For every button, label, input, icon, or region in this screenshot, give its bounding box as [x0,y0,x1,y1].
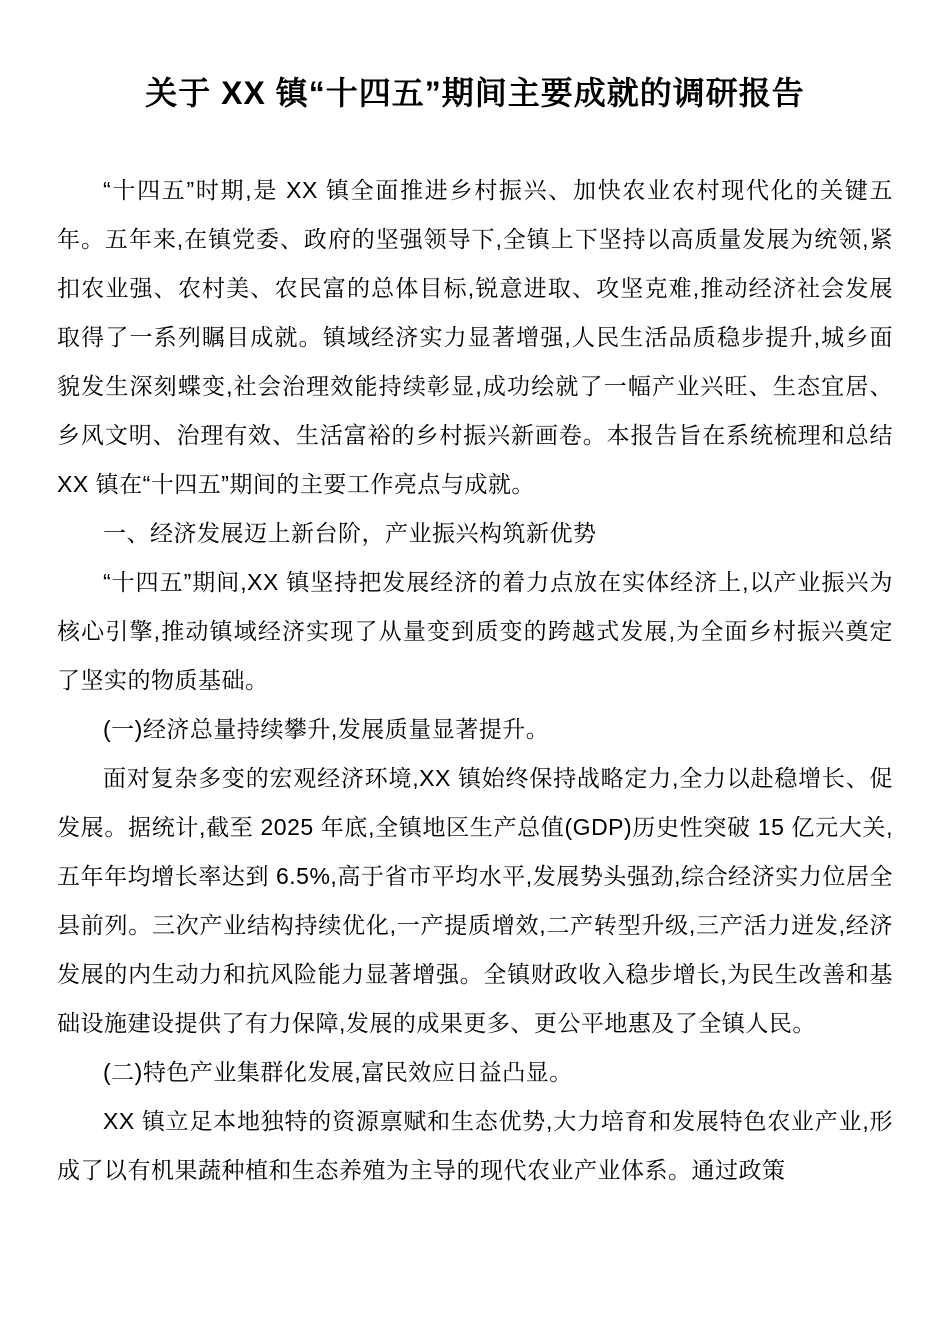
document-title [57,69,893,118]
subsection-heading-1-2: (二)特色产业集群化发展,富民效应日益凸显。 [103,1059,573,1085]
paragraph-economy-growth: 面对复杂多变的宏观经济环境,XX 镇始终保持战略定力,全力以赴稳增长、促发展。据统计,截至 2025 年底,全镇地区生产总值(GDP)历史性突破 15 亿元大关,五年年均增长率达到 6.5%,高于省市平均水平,发展势头强劲,综合经济实力位居全县前列。三次产业结构持续优化,一产提质增效,二产转型升级,三产活力迸发,经济发展的内生动力和抗风险能力显著增强。全镇财政收入稳步增长,为民生改善和基础设施建设提供了有力保障,发展的成果更多、更公平地惠及了全镇人民。 [57,765,893,1036]
subsection-heading-1-1: (一)经济总量持续攀升,发展质量显著提升。 [103,716,550,742]
document-title-text: 关于 XX 镇“十四五”期间主要成就的调研报告 [145,75,805,111]
paragraph-section1-intro: “十四五”期间,XX 镇坚持把发展经济的着力点放在实体经济上,以产业振兴为核心引擎,推动镇域经济实现了从量变到质变的跨越式发展,为全面乡村振兴奠定了坚实的物质基础。 [57,569,893,693]
section-heading-1: 一、经济发展迈上新台阶，产业振兴构筑新优势 [103,520,597,546]
paragraph-industry-cluster: XX 镇立足本地独特的资源禀赋和生态优势,大力培育和发展特色农业产业,形成了以有机果蔬种植和生态养殖为主导的现代农业产业体系。通过政策 [57,1108,893,1183]
paragraph-intro: “十四五”时期,是 XX 镇全面推进乡村振兴、加快农业农村现代化的关键五年。五年来,在镇党委、政府的坚强领导下,全镇上下坚持以高质量发展为统领,紧扣农业强、农村美、农民富的总体目标,锐意进取、攻坚克难,推动经济社会发展取得了一系列瞩目成就。镇域经济实力显著增强,人民生活品质稳步提升,城乡面貌发生深刻蝶变,社会治理效能持续彰显,成功绘就了一幅产业兴旺、生态宜居、乡风文明、治理有效、生活富裕的乡村振兴新画卷。本报告旨在系统梳理和总结 XX 镇在“十四五”期间的主要工作亮点与成就。 [57,177,893,497]
